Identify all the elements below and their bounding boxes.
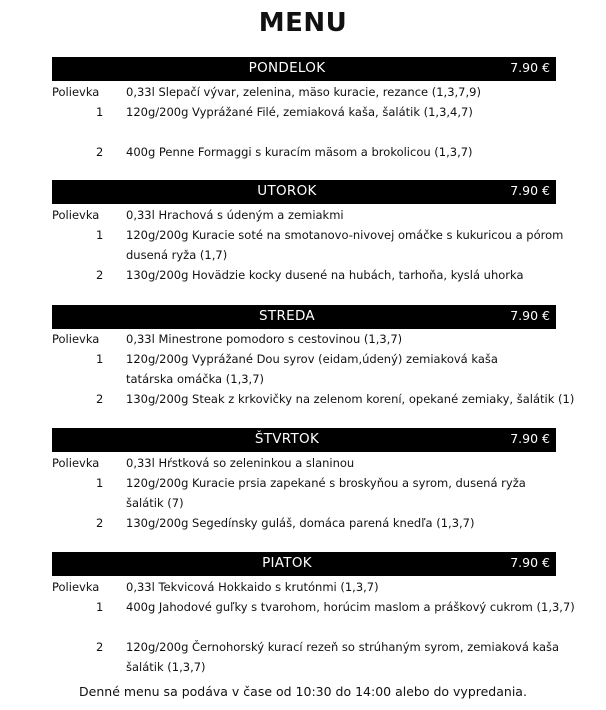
item-description-continued: dusená ryža (1,7) (126, 248, 228, 262)
day-price: 7.90 € (510, 431, 550, 446)
menu-title: MENU (258, 8, 348, 38)
soup-label: Polievka (52, 456, 100, 470)
day-name: PONDELOK (248, 60, 326, 76)
soup-description: 0,33l Slepačí vývar, zelenina, mäso kuracie, rezance (1,3,7,9) (126, 85, 481, 99)
soup-description: 0,33l Minestrone pomodoro s cestovinou (1,3,7) (126, 332, 403, 346)
day-name: PIATOK (262, 555, 312, 571)
item-description: 400g Penne Formaggi s kuracím mäsom a brokolicou (1,3,7) (126, 145, 473, 159)
item-description: 120g/200g Černohorský kurací rezeň so strúhaným syrom, zemiaková kaša (126, 640, 560, 654)
item-number: 2 (96, 268, 104, 282)
soup-description: 0,33l Tekvicová Hokkaido s krutónmi (1,3,7) (126, 580, 379, 594)
item-description-continued: šalátik (7) (126, 496, 184, 510)
day-header-bar (52, 180, 556, 204)
item-description: 120g/200g Vyprážané Dou syrov (eidam,údený) zemiaková kaša (126, 352, 498, 366)
item-number: 2 (96, 640, 104, 654)
item-number: 1 (96, 352, 104, 366)
day-header-bar (52, 428, 556, 452)
item-number: 2 (96, 145, 104, 159)
item-number: 1 (96, 228, 104, 242)
day-price: 7.90 € (510, 60, 550, 75)
item-description: 120g/200g Vyprážané Filé, zemiaková kaša, šalátik (1,3,4,7) (126, 105, 473, 119)
item-description: 120g/200g Kuracie soté na smotanovo-nivovej omáčke s kukuricou a pórom (126, 228, 564, 242)
item-description: 400g Jahodové guľky s tvarohom, horúcim maslom a práškový cukrom (1,3,7) (126, 600, 575, 614)
day-header-bar (52, 57, 556, 81)
item-number: 2 (96, 516, 104, 530)
soup-description: 0,33l Hrachová s údeným a zemiakmi (126, 208, 344, 222)
item-number: 1 (96, 600, 104, 614)
day-price: 7.90 € (510, 183, 550, 198)
item-number: 2 (96, 392, 104, 406)
item-description-continued: šalátik (1,3,7) (126, 660, 206, 674)
day-name: ŠTVRTOK (254, 431, 320, 447)
item-description: 130g/200g Steak z krkovičky na zelenom korení, opekané zemiaky, šalátik (1) (126, 392, 575, 406)
soup-label: Polievka (52, 332, 100, 346)
item-number: 1 (96, 105, 104, 119)
item-description-continued: tatárska omáčka (1,3,7) (126, 372, 264, 386)
item-number: 1 (96, 476, 104, 490)
serving-time-note: Denné menu sa podáva v čase od 10:30 do 14:00 alebo do vypredania. (79, 684, 527, 699)
soup-label: Polievka (52, 580, 100, 594)
day-price: 7.90 € (510, 308, 550, 323)
item-description: 130g/200g Segedínsky guláš, domáca parená knedľa (1,3,7) (126, 516, 475, 530)
soup-label: Polievka (52, 85, 100, 99)
soup-description: 0,33l Hŕstková so zeleninkou a slaninou (126, 456, 355, 470)
day-name: UTOROK (257, 183, 317, 199)
day-name: STREDA (259, 308, 315, 324)
item-description: 120g/200g Kuracie prsia zapekané s broskyňou a syrom, dusená ryža (126, 476, 526, 490)
day-header-bar (52, 305, 556, 329)
day-header-bar (52, 552, 556, 576)
item-description: 130g/200g Hovädzie kocky dusené na hubách, tarhoňa, kyslá uhorka (126, 268, 524, 282)
soup-label: Polievka (52, 208, 100, 222)
day-price: 7.90 € (510, 555, 550, 570)
